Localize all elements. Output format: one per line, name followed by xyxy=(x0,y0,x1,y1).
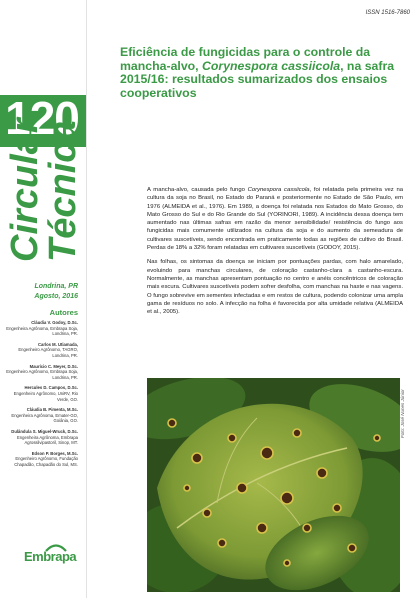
para1-start: A mancha-alvo, causada pelo fungo xyxy=(147,187,248,193)
body-text xyxy=(147,186,403,322)
title-italic: Corynespora cassiicola xyxy=(202,58,341,73)
author-entry xyxy=(4,320,78,337)
author-info: Engenheiro Agrônomo, Embrapa Soja, Londrina, PR. xyxy=(6,369,78,380)
para1-rest: , foi relatada pela primeira vez na cultura da soja no Brasil, no Estado do Paraná e posteriormente no Estado de São Paulo, em 1976 (ALMEIDA et al., 1976). Em 1989, a doença foi relatada nos Estados do Mato Grosso, do Mato Grosso do Sul e do Rio Grande do Sul (YORINORI, 1989). A incidência dessa doença tem aumentado nas últimas safras em razão da menor sensibilidade/ resistência do fungo aos fungicidas mais comumente utilizados na cultura da soja e do aumento da semeadura de cultivares suscetíveis, sendo encontrada em praticamente todas as regiões de cultivo do Brasil. Perdas de 18% a 32% foram relatadas em cultivares suscetíveis (GODOY, 2015). xyxy=(147,187,404,252)
author-name: Cláudia B. Pimenta, M.Sc. xyxy=(26,407,78,413)
author-info: Engenheiro Agrônomo, Fundação Chapadão, Chapadão do Sul, MS. xyxy=(14,456,78,467)
photo-credit-text: Foto: José Nunes Júnior xyxy=(400,389,405,438)
author-entry xyxy=(4,342,78,359)
author-name: Maurício C. Meyer, D.Sc. xyxy=(29,363,78,369)
title-part1: Eficiência de fungicidas para o controle da mancha-alvo, xyxy=(120,45,371,73)
issn: ISSN 1516-7860 xyxy=(365,10,410,16)
soybean-leaf-photo-icon xyxy=(147,378,400,592)
author-entry xyxy=(4,385,78,402)
photo-credit xyxy=(400,390,410,440)
author-name: Edson P. Borges, M.Sc. xyxy=(31,450,78,456)
author-info: Engenheira Agrônoma, Embrapa Soja, Londrina, PR. xyxy=(6,325,78,337)
authors-heading: Autores xyxy=(49,308,78,317)
author-info: Engenheiro Agrônomo, UniRV, Rio Verde, GO. xyxy=(13,390,78,402)
publication-place: Londrina, PR xyxy=(34,283,78,290)
author-info: Engenheira Agrônoma, Emater-GO, Goiânia, GO. xyxy=(11,412,78,424)
paragraph-1 xyxy=(147,186,403,252)
series-number: 120 xyxy=(5,92,79,144)
author-info: Engenheira Agrônoma, Embrapa Agrossilvipastoril, Sinop, MT. xyxy=(17,434,78,446)
sidebar xyxy=(0,0,86,598)
author-entry xyxy=(4,429,78,446)
publication-date: Agosto, 2016 xyxy=(34,293,78,300)
author-entry xyxy=(4,364,78,381)
leaf-disease-photo xyxy=(147,378,400,592)
sidebar-divider xyxy=(86,0,87,598)
authors-list xyxy=(4,320,78,472)
author-info: Engenheiro Agrônomo, TAGRO, Londrina, PR. xyxy=(18,347,78,358)
title-part2: , na safra 2015/16: resultados sumarizados dos ensaios cooperativos xyxy=(120,58,395,100)
publication-place-date xyxy=(6,282,78,302)
para1-italic: Corynespora cassiicola xyxy=(247,187,310,193)
series-title-line1: Circular xyxy=(4,118,46,262)
author-entry xyxy=(4,407,78,424)
document-title xyxy=(120,46,402,100)
series-title-line2: Técnica xyxy=(42,120,84,262)
author-entry xyxy=(4,451,78,468)
embrapa-logo xyxy=(24,542,80,570)
author-name: Hercules D. Campos, D.Sc. xyxy=(24,385,78,391)
author-name: Cláudia V. Godoy, D.Sc. xyxy=(31,320,78,325)
author-name: Dulândula S. Miguel-Wruck, D.Sc. xyxy=(11,428,78,434)
paragraph-2: Nas folhas, os sintomas da doença se iniciam por pontuações pardas, com halo amarelado, evoluindo para manchas circulares, de coloração castanho-clara a castanho-escura. Normalmente, as manchas apresentam pontuação no centro e anéis concêntricos de coloração mais escura. Cultivares suscetíveis podem sofrer desfolha, com manchas na haste e nas vagens. O fungo sobrevive em sementes infectadas e em restos de cultura, podendo colonizar uma ampla gama de resíduos no solo. A infecção na folha é favorecida por alta umidade relativa (ALMEIDA et al., 2005). xyxy=(147,259,403,316)
logo-text: Embrapa xyxy=(24,549,77,564)
author-name: Carlos M. Utiamada, xyxy=(37,341,78,347)
